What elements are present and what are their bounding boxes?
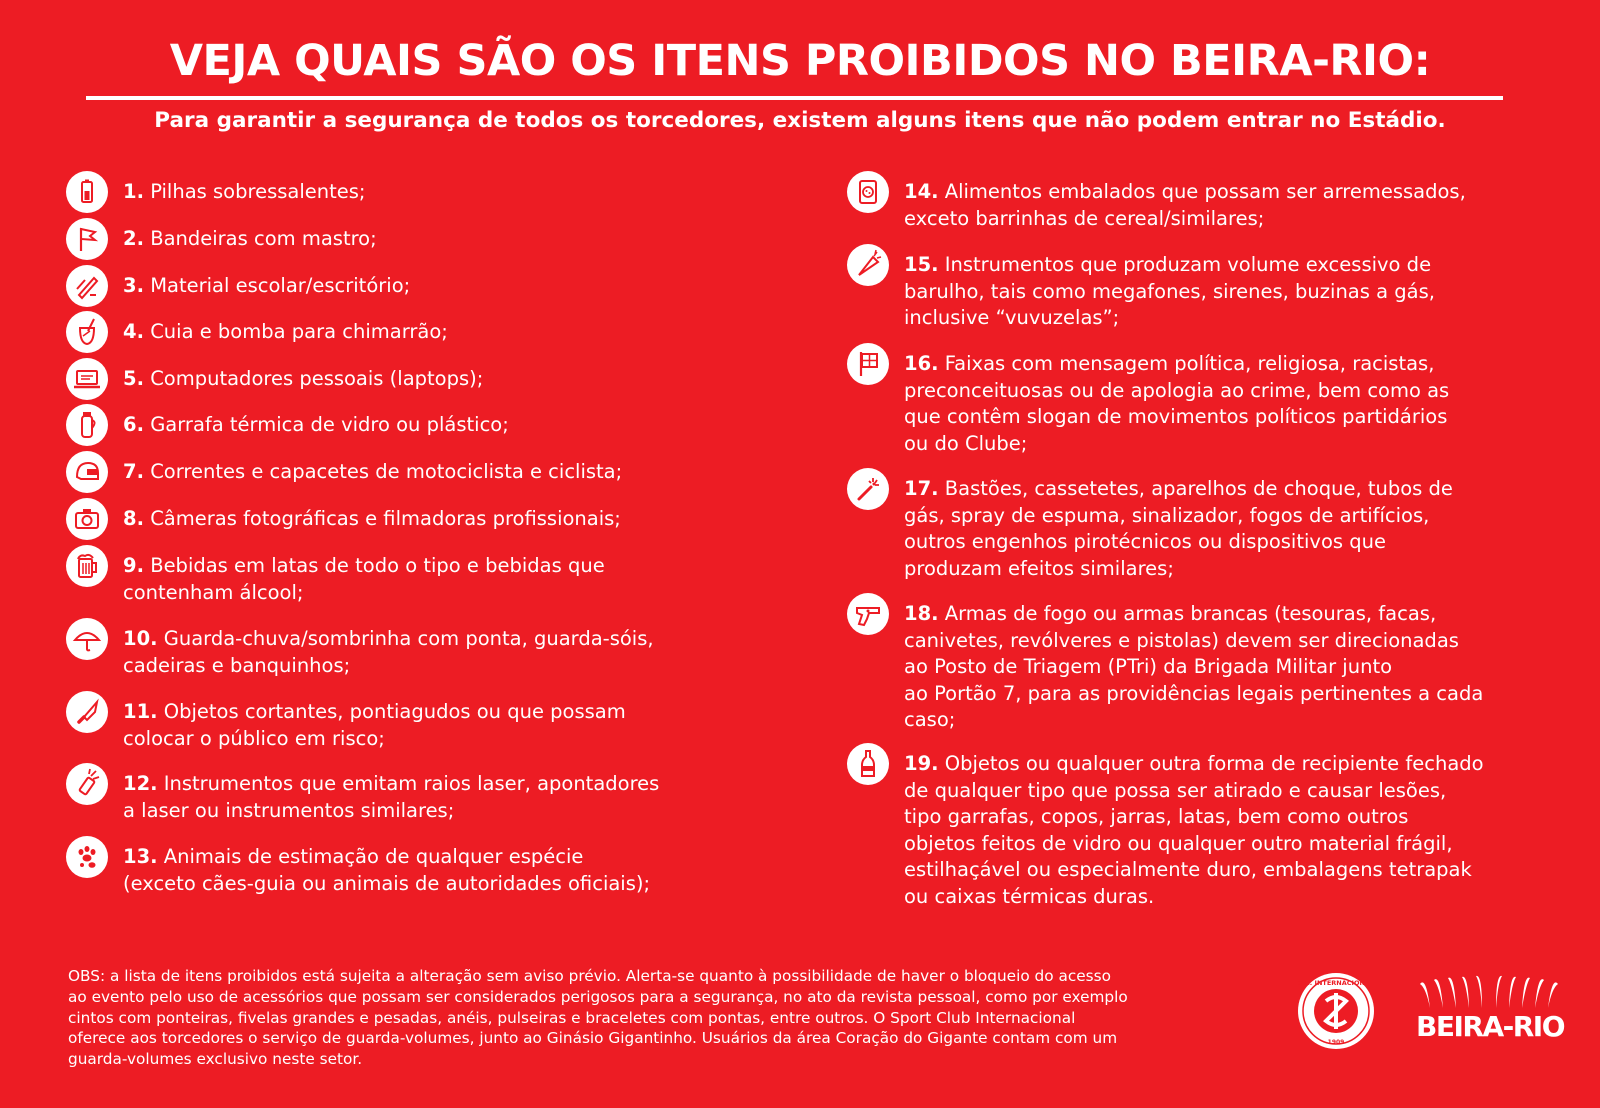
item-text-line	[904, 252, 1435, 279]
item-number: 15.	[904, 253, 939, 276]
item-text-line	[904, 654, 1483, 681]
item-line-text: Bebidas em latas de todo o tipo e bebidas que	[150, 554, 605, 577]
item-text-line	[123, 844, 650, 871]
item-text-line	[123, 319, 448, 346]
item-text	[123, 844, 650, 897]
item-line-text: Computadores pessoais (laptops);	[150, 367, 484, 390]
item-text-line	[904, 601, 1483, 628]
item-line-text: produzam efeitos similares;	[904, 556, 1174, 580]
bottle-icon	[847, 743, 889, 785]
item-text-line	[904, 476, 1453, 503]
item-text-line	[904, 681, 1483, 708]
beira-rio-logo	[1416, 974, 1565, 1050]
laptop-icon	[66, 358, 108, 400]
item-text-line	[904, 503, 1453, 530]
item-text	[123, 273, 410, 300]
item-line-text: tipo garrafas, copos, jarras, latas, bem como outros	[904, 805, 1409, 828]
item-number: 4.	[123, 320, 144, 343]
item-text-line	[904, 431, 1449, 458]
item-number: 10.	[123, 627, 158, 650]
item-line-text: Guarda-chuva/sombrinha com ponta, guarda-sóis,	[163, 627, 654, 650]
obs-line: ao evento pelo uso de acessórios que possam ser considerados perigosos para a segurança, no ato da revista pessoal, como por exemplo	[68, 987, 1128, 1006]
item-text-line	[904, 778, 1484, 805]
item-text	[904, 179, 1466, 232]
beer-icon	[66, 545, 108, 587]
item-number: 18.	[904, 602, 939, 625]
item-line-text: Correntes e capacetes de motociclista e ciclista;	[150, 460, 623, 483]
item-text-line	[123, 226, 377, 253]
item-line-text: ao Portão 7, para as providências legais pertinentes a cada	[904, 681, 1484, 705]
page-subtitle: Para garantir a segurança de todos os torcedores, existem alguns itens que não podem entrar no Estádio.	[154, 108, 1446, 133]
item-number: 12.	[123, 772, 158, 795]
food-package-icon	[847, 171, 889, 213]
item-number: 8.	[123, 507, 144, 530]
item-text	[123, 459, 622, 486]
item-text	[123, 626, 654, 679]
item-text-line	[123, 366, 483, 393]
chimarrao-icon	[66, 311, 108, 353]
item-text	[123, 699, 626, 752]
item-text-line	[123, 653, 654, 680]
item-line-text: Alimentos embalados que possam ser arremessados,	[944, 180, 1466, 203]
item-text-line	[123, 726, 626, 753]
obs-line: OBS: a lista de itens proibidos está sujeita a alteração sem aviso prévio. Alerta-se quanto à possibilidade de haver o bloqueio do acesso	[68, 967, 1111, 985]
item-text-line	[904, 751, 1484, 778]
item-number: 16.	[904, 352, 939, 375]
item-number: 7.	[123, 460, 144, 483]
item-line-text: contenham álcool;	[123, 580, 304, 604]
item-line-text: Cuia e bomba para chimarrão;	[150, 320, 448, 343]
item-line-text: estilhaçável ou especialmente duro, embalagens tetrapak	[904, 858, 1472, 881]
item-number: 6.	[123, 413, 144, 436]
item-line-text: Pilhas sobressalentes;	[150, 180, 366, 203]
item-line-text: exceto barrinhas de cereal/similares;	[904, 206, 1265, 230]
firework-icon	[847, 468, 889, 510]
item-line-text: Instrumentos que emitam raios laser, apontadores	[163, 772, 660, 795]
item-text-line	[123, 506, 621, 533]
item-text	[904, 252, 1435, 332]
item-number: 14.	[904, 180, 939, 203]
item-line-text: ou do Clube;	[904, 431, 1028, 455]
item-number: 17.	[904, 477, 939, 500]
item-line-text: outros engenhos pirotécnicos ou dispositivos que	[904, 530, 1386, 553]
knife-icon	[66, 691, 108, 733]
helmet-icon	[66, 451, 108, 493]
item-text-line	[904, 378, 1449, 405]
item-text	[123, 226, 377, 253]
item-line-text: canivetes, revólveres e pistolas) devem ser direcionadas	[904, 628, 1459, 652]
item-text-line	[123, 871, 650, 898]
item-line-text: barulho, tais como megafones, sirenes, buzinas a gás,	[904, 279, 1435, 303]
obs-line: guarda-volumes exclusivo neste setor.	[68, 1050, 363, 1069]
pen-icon	[66, 265, 108, 307]
thermos-icon	[66, 404, 108, 446]
item-text-line	[123, 580, 605, 607]
item-text	[123, 412, 509, 439]
paw-icon	[66, 836, 108, 878]
observation-note	[68, 966, 1278, 1070]
item-text	[123, 553, 605, 606]
beira-rio-wordmark: BEIRA-RIO	[1416, 1010, 1565, 1043]
item-line-text: (exceto cães-guia ou animais de autoridades oficiais);	[123, 871, 651, 895]
item-number: 1.	[123, 180, 144, 203]
item-text-line	[904, 857, 1484, 884]
umbrella-icon	[66, 618, 108, 660]
item-text-line	[123, 459, 622, 486]
item-line-text: de qualquer tipo que possa ser atirado e causar lesões,	[904, 778, 1447, 802]
item-line-text: cadeiras e banquinhos;	[123, 653, 351, 677]
item-line-text: Objetos cortantes, pontiagudos ou que possam	[163, 700, 626, 723]
item-text	[123, 179, 366, 206]
item-line-text: Animais de estimação de qualquer espécie	[163, 845, 584, 868]
item-number: 9.	[123, 554, 144, 577]
item-line-text: ou caixas térmicas duras.	[904, 884, 1155, 908]
item-line-text: objetos feitos de vidro ou qualquer outro material frágil,	[904, 831, 1453, 855]
item-text-line	[904, 179, 1466, 206]
item-text-line	[904, 351, 1449, 378]
page-title: VEJA QUAIS SÃO OS ITENS PROIBIDOS NO BEIRA-RIO:	[169, 36, 1431, 86]
item-line-text: Bastões, cassetetes, aparelhos de choque, tubos de	[944, 477, 1453, 500]
item-line-text: Instrumentos que produzam volume excessivo de	[944, 253, 1432, 276]
banner-icon	[847, 343, 889, 385]
item-text	[123, 771, 659, 824]
internacional-seal-logo	[1296, 971, 1376, 1051]
svg-text:S.C. INTERNACIONAL: S.C. INTERNACIONAL	[1297, 979, 1375, 987]
vuvuzela-icon	[847, 244, 889, 286]
camera-icon	[66, 498, 108, 540]
laser-icon	[66, 763, 108, 805]
item-text-line	[123, 771, 659, 798]
item-line-text: a laser ou instrumentos similares;	[123, 798, 455, 822]
item-text-line	[904, 884, 1484, 911]
item-text-line	[123, 179, 366, 206]
item-text-line	[123, 699, 626, 726]
item-text	[904, 751, 1484, 910]
item-text-line	[904, 628, 1483, 655]
item-line-text: Garrafa térmica de vidro ou plástico;	[150, 413, 509, 436]
item-text-line	[904, 404, 1449, 431]
item-number: 3.	[123, 274, 144, 297]
item-line-text: Câmeras fotográficas e filmadoras profissionais;	[150, 507, 621, 530]
item-number: 11.	[123, 700, 158, 723]
item-line-text: Bandeiras com mastro;	[150, 227, 377, 250]
battery-icon	[66, 171, 108, 213]
item-text	[123, 366, 483, 393]
title-divider	[86, 96, 1503, 100]
item-number: 13.	[123, 845, 158, 868]
obs-line: cintos com ponteiras, fivelas grandes e pesadas, anéis, pulseiras e braceletes com pontas, entre outros. O Sport Club Internacional	[68, 1008, 1076, 1027]
item-text-line	[904, 831, 1484, 858]
item-line-text: Material escolar/escritório;	[150, 274, 411, 297]
item-text-line	[123, 626, 654, 653]
item-line-text: preconceituosas ou de apologia ao crime, bem como as	[904, 378, 1450, 402]
item-text	[904, 601, 1483, 734]
item-line-text: gás, spray de espuma, sinalizador, fogos de artifícios,	[904, 503, 1430, 527]
item-line-text: Faixas com mensagem política, religiosa, racistas,	[944, 352, 1435, 375]
item-text-line	[904, 556, 1453, 583]
item-text-line	[904, 804, 1484, 831]
item-line-text: ao Posto de Triagem (PTri) da Brigada Militar junto	[904, 655, 1393, 678]
svg-text:1909: 1909	[1327, 1039, 1345, 1046]
revolver-icon	[847, 593, 889, 635]
item-line-text: Objetos ou qualquer outra forma de recipiente fechado	[944, 752, 1484, 775]
item-text-line	[904, 707, 1483, 734]
item-line-text: Armas de fogo ou armas brancas (tesouras, facas,	[944, 602, 1437, 625]
item-line-text: caso;	[904, 708, 956, 731]
item-text-line	[123, 412, 509, 439]
item-line-text: colocar o público em risco;	[123, 726, 385, 750]
item-number: 2.	[123, 227, 144, 250]
item-number: 5.	[123, 367, 144, 390]
item-text	[123, 506, 621, 533]
item-number: 19.	[904, 752, 939, 775]
item-text-line	[904, 305, 1435, 332]
item-line-text: inclusive “vuvuzelas”;	[904, 306, 1120, 329]
item-text-line	[904, 279, 1435, 306]
item-text-line	[123, 553, 605, 580]
item-text	[904, 476, 1453, 582]
item-text-line	[123, 798, 659, 825]
item-text	[904, 351, 1449, 457]
item-text	[123, 319, 448, 346]
flag-icon	[66, 218, 108, 260]
item-text-line	[904, 529, 1453, 556]
item-text-line	[904, 206, 1466, 233]
item-text-line	[123, 273, 410, 300]
item-line-text: que contêm slogan de movimentos políticos partidários	[904, 405, 1448, 428]
obs-line: oferece aos torcedores o serviço de guarda-volumes, junto ao Ginásio Gigantinho. Usuários da área Coração do Gigante contam com um	[68, 1029, 1118, 1048]
